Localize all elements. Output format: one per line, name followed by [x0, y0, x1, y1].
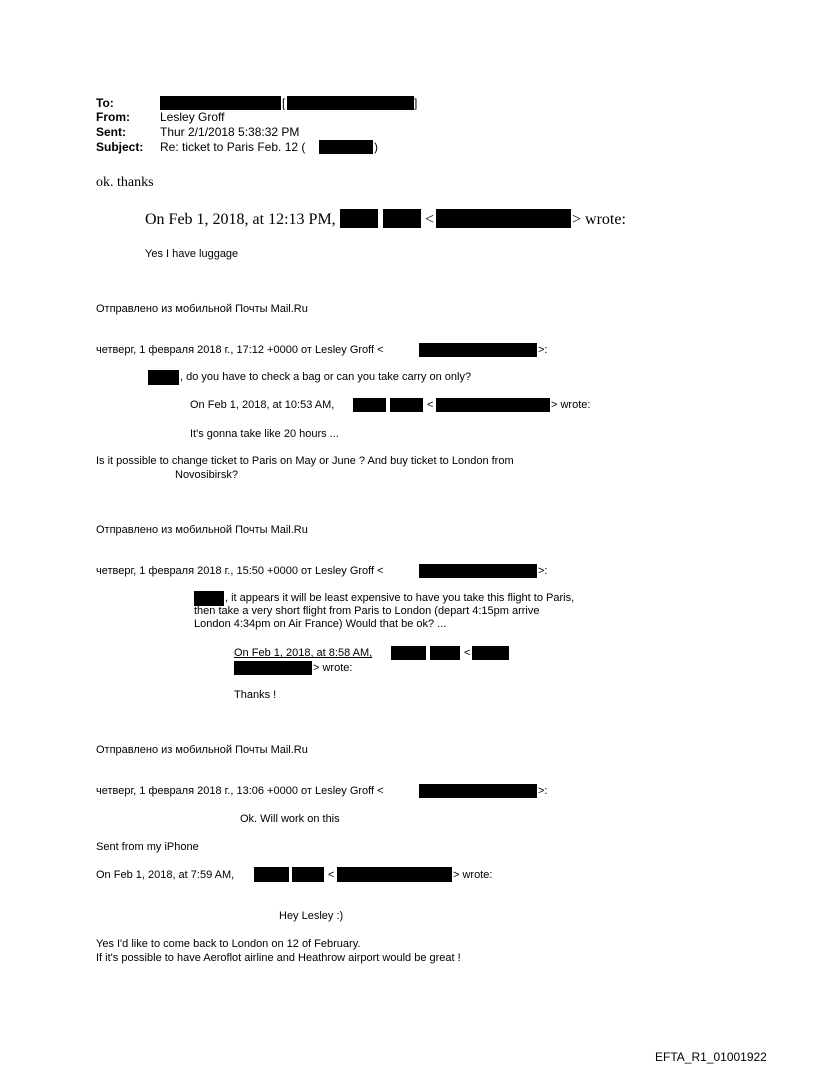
- redaction-bar: [319, 140, 373, 154]
- to-label: To:: [96, 96, 114, 110]
- ru-quote-header-end: >:: [538, 565, 548, 577]
- redaction-bar: [390, 398, 423, 412]
- mailru-signature: Отправлено из мобильной Почты Mail.Ru: [96, 303, 308, 315]
- iphone-signature: Sent from my iPhone: [96, 841, 199, 853]
- quote-header[interactable]: On Feb 1, 2018, at 8:58 AM,: [234, 647, 373, 659]
- redaction-bar: [383, 209, 421, 228]
- redaction-bar: [353, 398, 386, 412]
- bracket-open: [: [282, 96, 286, 110]
- groff-message: , do you have to check a bag or can you take carry on only?: [180, 371, 472, 383]
- redaction-bar: [254, 867, 289, 882]
- question-line: Novosibirsk?: [175, 469, 238, 481]
- redaction-bar: [391, 646, 426, 660]
- ru-quote-header: четверг, 1 февраля 2018 г., 17:12 +0000 от Lesley Groff <: [96, 344, 384, 356]
- groff-message: Ok. Will work on this: [240, 813, 340, 825]
- sent-value: Thur 2/1/2018 5:38:32 PM: [160, 125, 300, 139]
- final-line: Yes I'd like to come back to London on 12 of February.: [96, 938, 361, 950]
- greeting-text: Hey Lesley :): [279, 910, 344, 922]
- subject-label: Subject:: [96, 140, 144, 154]
- mailru-signature: Отправлено из мобильной Почты Mail.Ru: [96, 744, 308, 756]
- redaction-bar: [340, 209, 378, 228]
- quote-wrote: > wrote:: [572, 211, 626, 228]
- ru-quote-header: четверг, 1 февраля 2018 г., 13:06 +0000 от Lesley Groff <: [96, 785, 384, 797]
- redaction-bar: [287, 96, 414, 110]
- groff-message: then take a very short flight from Paris to London (depart 4:15pm arrive: [194, 605, 540, 617]
- quote-text: It's gonna take like 20 hours ...: [190, 428, 339, 440]
- quote-header: On Feb 1, 2018, at 10:53 AM,: [190, 399, 335, 411]
- bracket-close: ]: [414, 96, 418, 110]
- question-line: Is it possible to change ticket to Paris on May or June ? And buy ticket to London from: [96, 455, 514, 467]
- sent-label: Sent:: [96, 125, 126, 139]
- angle-open: <: [427, 399, 434, 411]
- redaction-bar: [419, 564, 537, 578]
- redaction-bar: [419, 784, 537, 798]
- mailru-signature: Отправлено из мобильной Почты Mail.Ru: [96, 524, 308, 536]
- quote-wrote: > wrote:: [313, 662, 353, 674]
- redaction-bar: [234, 661, 312, 675]
- quote-header: On Feb 1, 2018, at 7:59 AM,: [96, 869, 235, 881]
- from-label: From:: [96, 110, 130, 124]
- from-value: Lesley Groff: [160, 110, 225, 124]
- ru-quote-header: четверг, 1 февраля 2018 г., 15:50 +0000 от Lesley Groff <: [96, 565, 384, 577]
- quote-wrote: > wrote:: [453, 869, 493, 881]
- redaction-bar: [472, 646, 509, 660]
- quote-text: Yes I have luggage: [145, 248, 239, 260]
- ru-quote-header-end: >:: [538, 344, 548, 356]
- angle-open: <: [464, 647, 471, 659]
- document-id: EFTA_R1_01001922: [655, 1050, 767, 1064]
- subject-paren-close: ): [374, 140, 378, 154]
- groff-message: London 4:34pm on Air France) Would that be ok? ...: [194, 618, 447, 630]
- groff-message: , it appears it will be least expensive to have you take this flight to Paris,: [225, 592, 575, 604]
- redaction-bar: [436, 398, 550, 412]
- angle-open: <: [425, 211, 435, 228]
- quote-text: Thanks !: [234, 689, 277, 701]
- redaction-bar: [419, 343, 537, 357]
- quote-wrote: > wrote:: [551, 399, 591, 411]
- redaction-bar: [337, 867, 452, 882]
- redaction-bar: [194, 591, 224, 606]
- redaction-bar: [430, 646, 460, 660]
- redaction-bar: [436, 209, 571, 228]
- redaction-bar: [292, 867, 324, 882]
- redaction-bar: [148, 370, 179, 385]
- subject-value: Re: ticket to Paris Feb. 12 (: [160, 140, 306, 154]
- quote-header: On Feb 1, 2018, at 12:13 PM,: [145, 211, 336, 228]
- redaction-bar: [160, 96, 281, 110]
- ru-quote-header-end: >:: [538, 785, 548, 797]
- reply-text: ok. thanks: [96, 175, 154, 190]
- angle-open: <: [328, 869, 335, 881]
- final-line: If it's possible to have Aeroflot airline and Heathrow airport would be great !: [96, 952, 461, 964]
